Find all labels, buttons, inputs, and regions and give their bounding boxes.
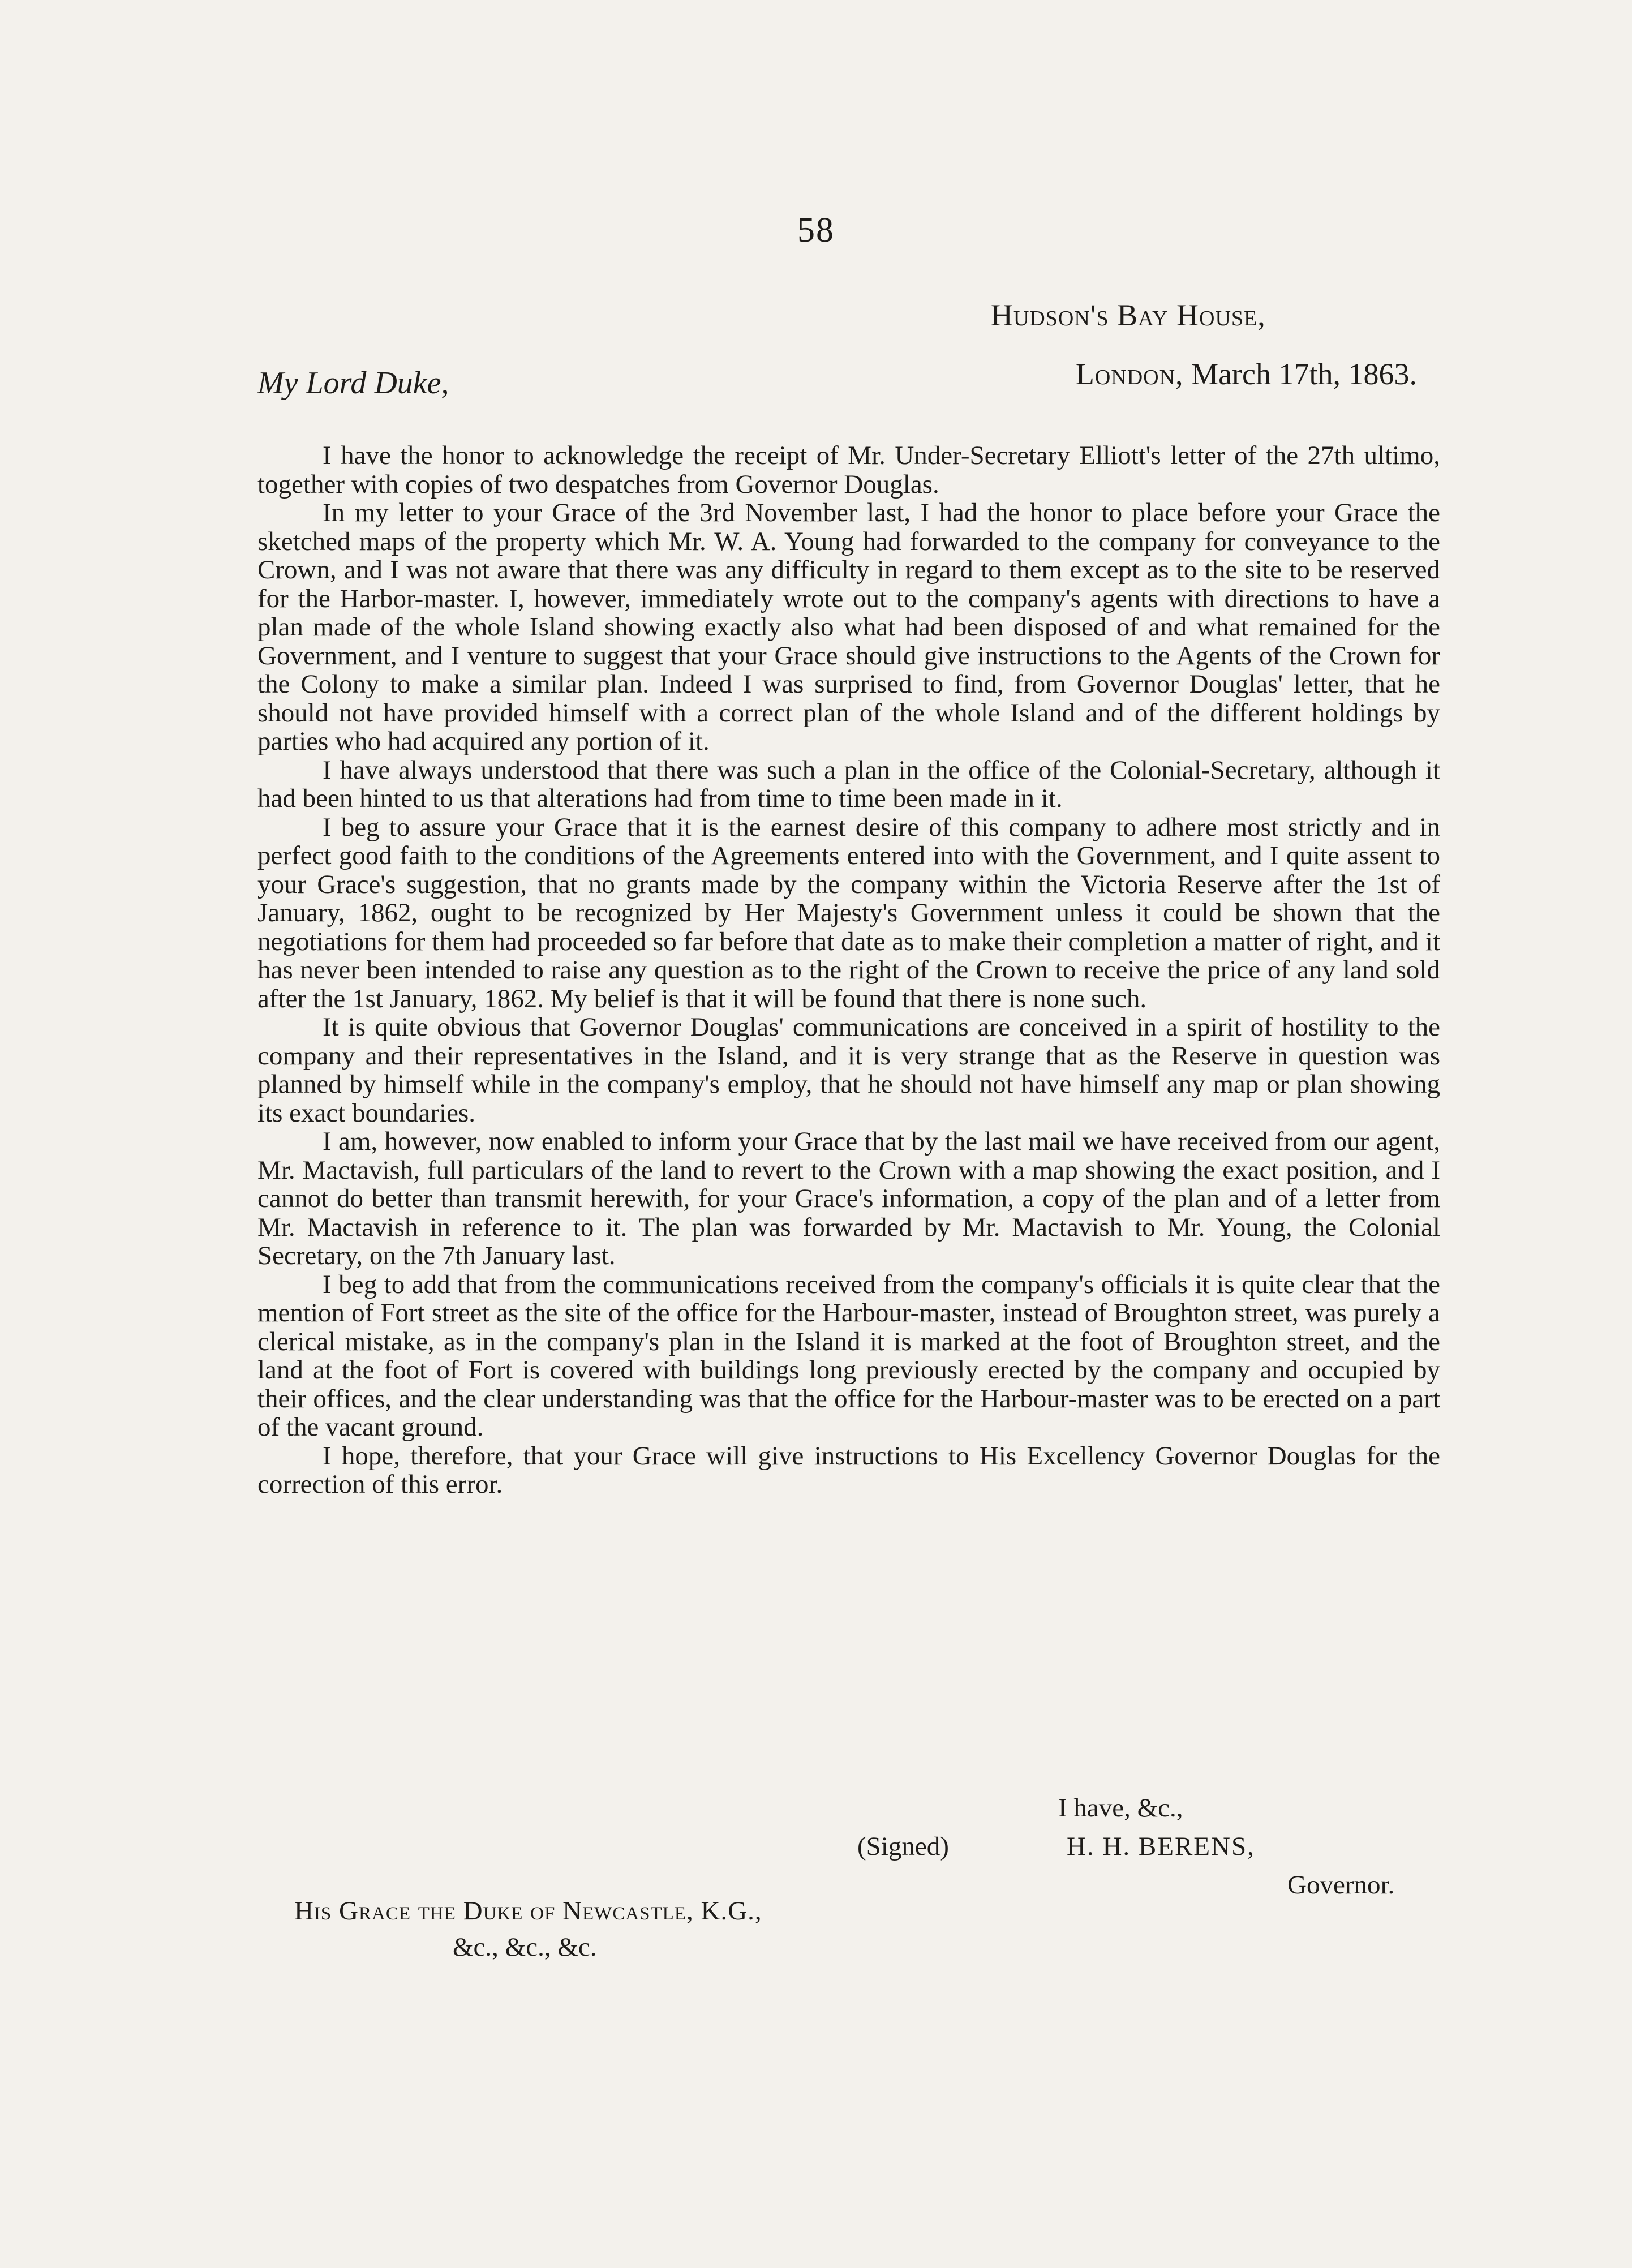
addressee-name: His Grace the Duke of Newcastle, K.G., [294, 1896, 762, 1926]
paragraph: It is quite obvious that Governor Douglas' communications are conceived in a spirit of hostility to the company and their representatives in the Island, and it is very strange that as the Reserve in question was planned by himself while in the company's employ, that he should not have himself any map or plan showing its exact boundaries. [257, 1012, 1440, 1128]
paragraph: I have always understood that there was such a plan in the office of the Colonial-Secretary, although it had been hinted to us that alterations had from time to time been made in it. [257, 755, 1440, 813]
addressee-etc: &c., &c., &c. [453, 1932, 597, 1962]
place-and-date [991, 345, 1417, 403]
paragraph: I beg to assure your Grace that it is the earnest desire of this company to adhere most strictly and in perfect good faith to the conditions of the Agreements entered into with the Government, and I quite assent to your Grace's suggestion, that no grants made by the company within the Victoria Reserve after the 1st of January, 1862, ought to be recognized by Her Majesty's Government unless it could be shown that the negotiations for them had proceeded so far before that date as to make their completion a matter of right, and it has never been intended to raise any question as to the right of the Crown to receive the price of any land sold after the 1st January, 1862. My belief is that it will be found that there is none such. [257, 812, 1440, 1013]
addressee [294, 1893, 762, 1965]
letter-body [257, 441, 1440, 1499]
closing-phrase: I have, &c., [1058, 1793, 1183, 1823]
paragraph: I hope, therefore, that your Grace will give instructions to His Excellency Governor Douglas for the correction of this error. [257, 1441, 1440, 1499]
paragraph: In my letter to your Grace of the 3rd November last, I had the honor to place before your Grace the sketched maps of the property which Mr. W. A. Young had forwarded to the company for conveyance to the Crown, and I was not aware that there was any difficulty in regard to them except as to the site to be reserved for the Harbor-master. I, however, immediately wrote out to the company's agents with directions to have a plan made of the whole Island showing exactly also what had been disposed of and what remained for the Government, and I venture to suggest that your Grace should give instructions to the Agents of the Crown for the Colony to make a similar plan. Indeed I was surprised to find, from Governor Douglas' letter, that he should not have provided himself with a correct plan of the whole Island and of the different holdings by parties who had acquired any portion of it. [257, 498, 1440, 756]
paragraph: I have the honor to acknowledge the receipt of Mr. Under-Secretary Elliott's letter of the 27th ultimo, together with copies of two despatches from Governor Douglas. [257, 441, 1440, 499]
sender-city: London, [1075, 357, 1184, 391]
signatory-title: Governor. [1287, 1870, 1395, 1900]
page-number: 58 [797, 211, 835, 250]
letter-header [991, 286, 1417, 403]
letter-date: March 17th, 1863. [1191, 357, 1417, 391]
signed-label: (Signed) [857, 1832, 949, 1861]
paragraph: I am, however, now enabled to inform your Grace that by the last mail we have received from our agent, Mr. Mactavish, full particulars of the land to revert to the Crown with a map showing the exact position, and I cannot do better than transmit herewith, for your Grace's information, a copy of the plan and of a letter from Mr. Mactavish in reference to it. The plan was forwarded by Mr. Mactavish to Mr. Young, the Colonial Secretary, on the 7th January last. [257, 1127, 1440, 1270]
salutation: My Lord Duke, [257, 366, 449, 401]
paragraph: I beg to add that from the communications received from the company's officials it is quite clear that the mention of Fort street as the site of the office for the Harbour-master, instead of Broughton street, was purely a clerical mistake, as in the company's plan in the Island it is marked at the foot of Broughton street, and the land at the foot of Fort is covered with buildings long previously erected by the company and occupied by their offices, and the clear understanding was that the office for the Harbour-master was to be erected on a part of the vacant ground. [257, 1269, 1440, 1442]
signatory-name: H. H. BERENS, [1067, 1832, 1255, 1861]
sender-address: Hudson's Bay House, [990, 298, 1266, 332]
